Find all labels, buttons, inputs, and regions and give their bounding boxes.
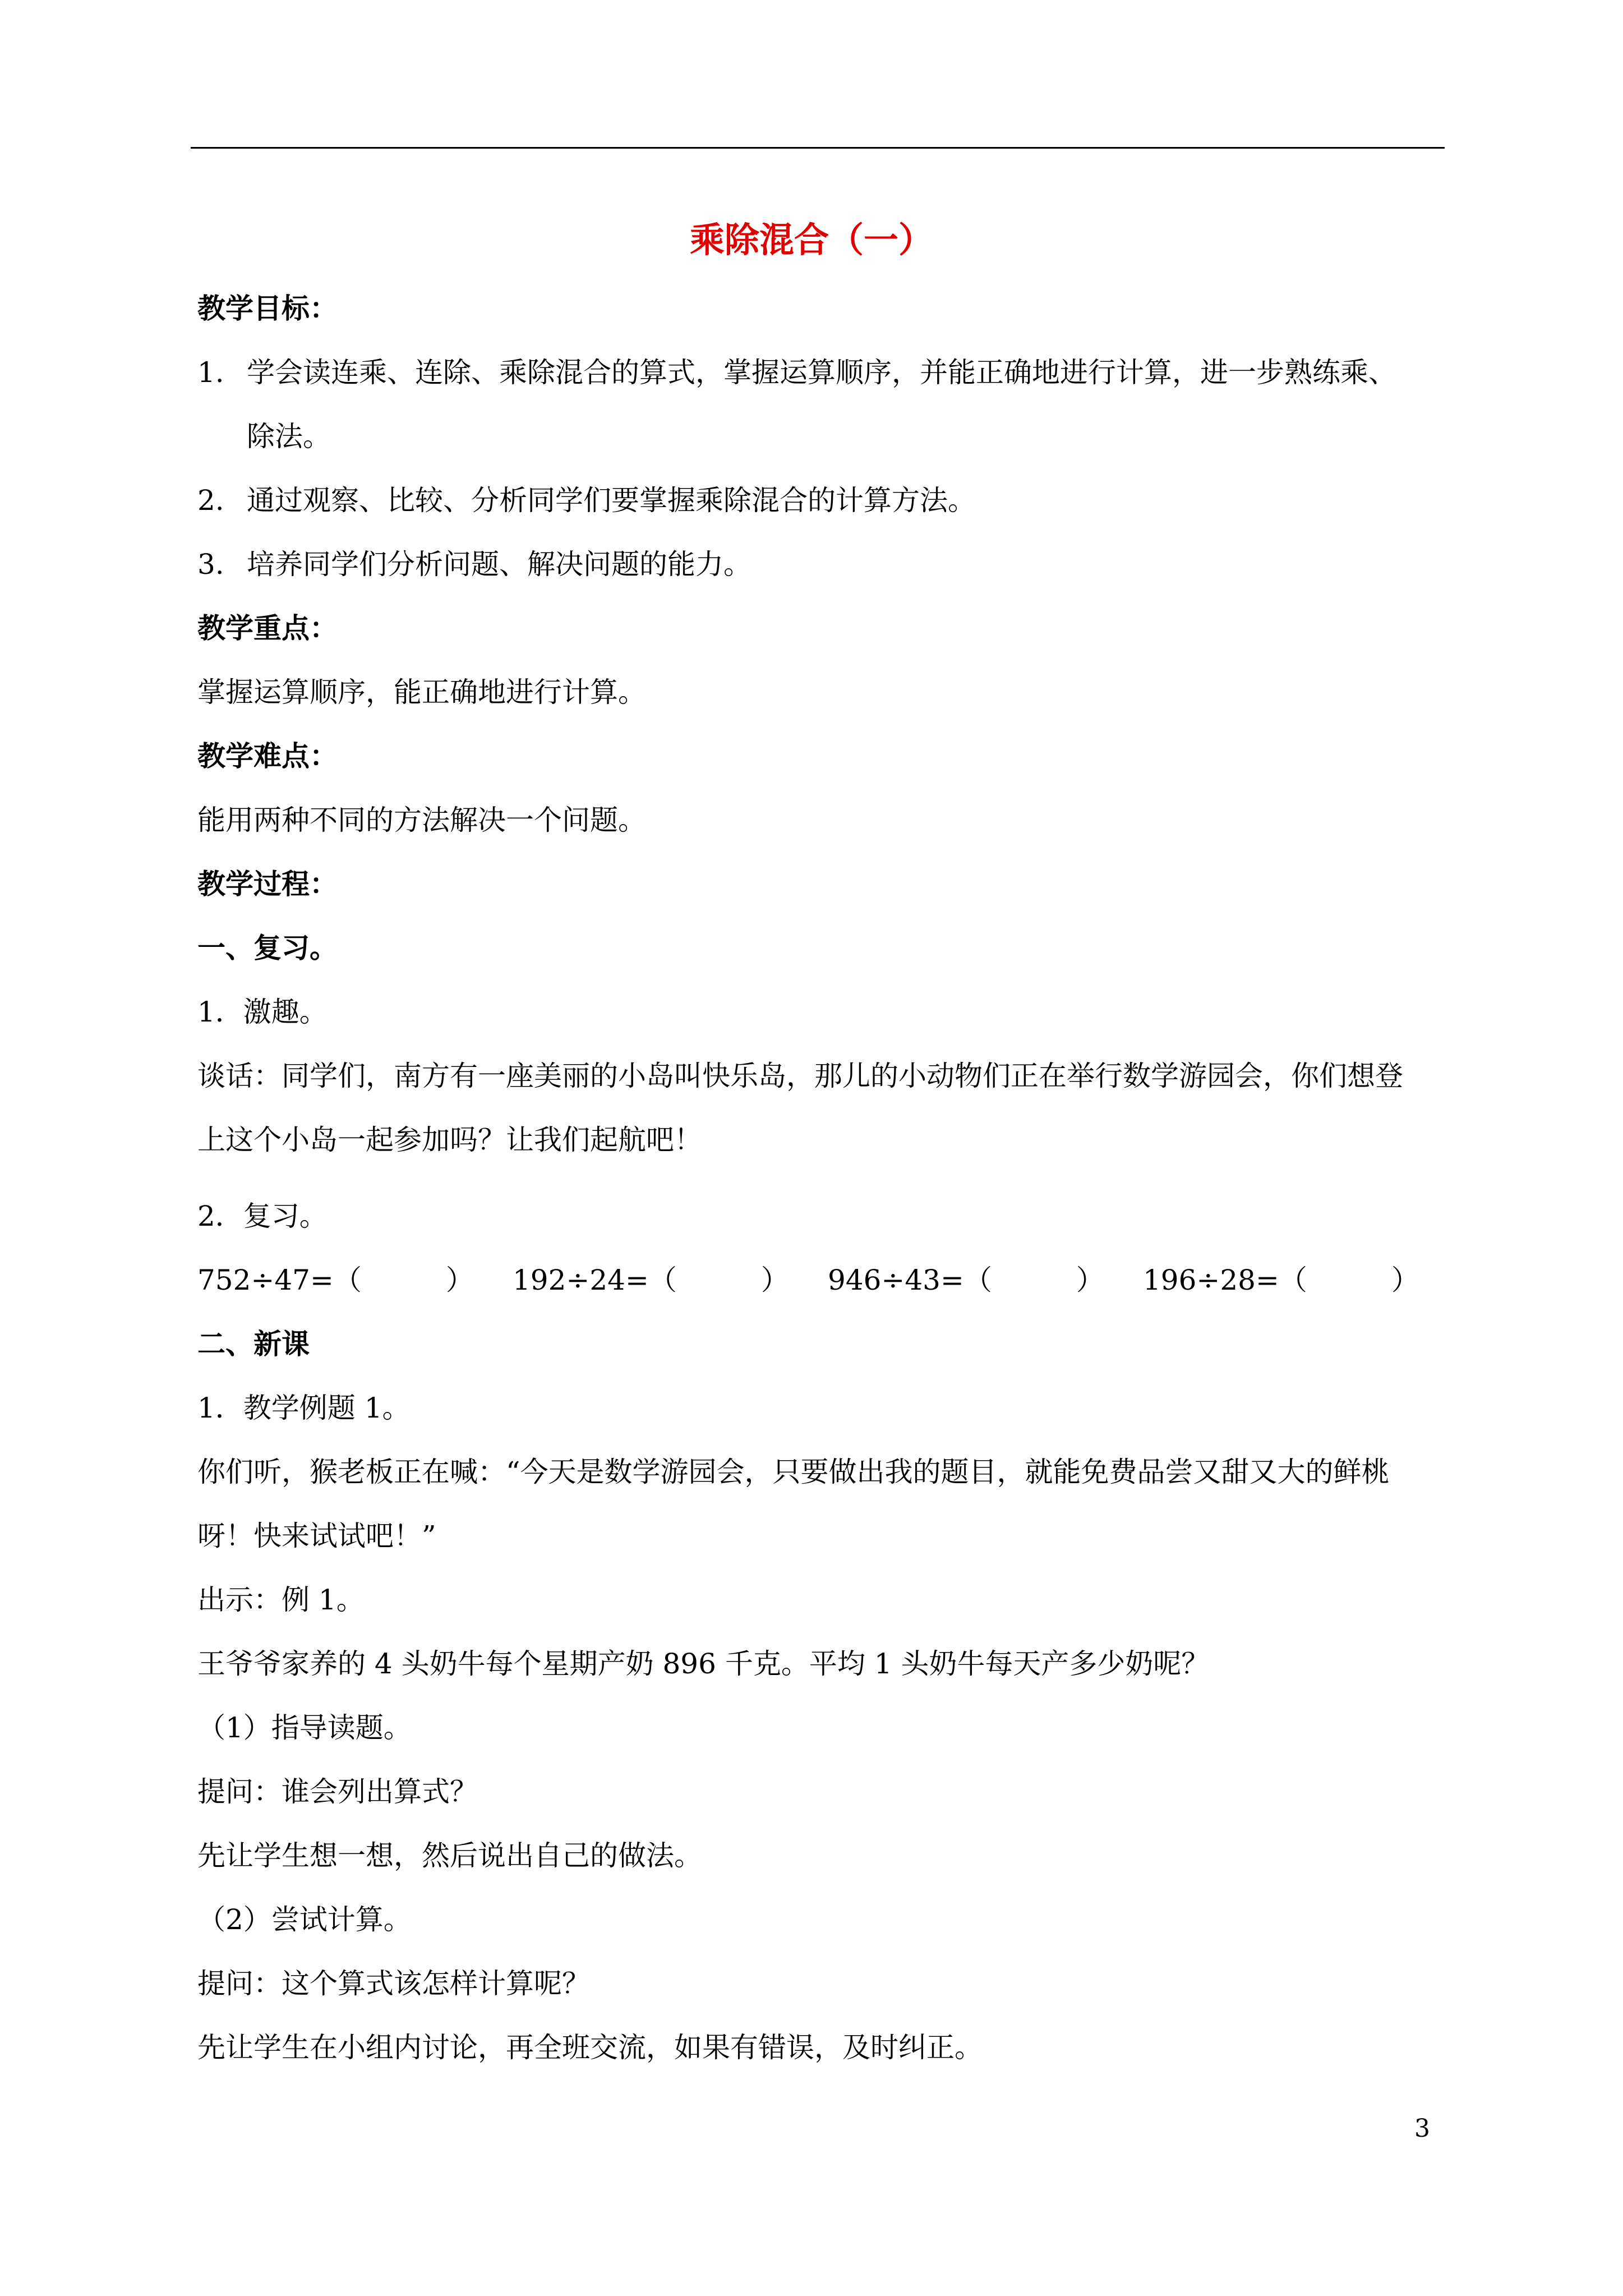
objective-item-2 <box>197 484 1448 517</box>
question-1: 提问：谁会列出算式？ <box>197 1775 478 1808</box>
difficulty-heading: 教学难点： <box>197 740 338 772</box>
review-step-2: 2．复习。 <box>197 1200 328 1232</box>
page-number: 3 <box>1414 2114 1430 2143</box>
objectives-heading: 教学目标： <box>197 292 338 325</box>
talk-line-1: 谈话：同学们，南方有一座美丽的小岛叫快乐岛，那儿的小动物们正在举行数学游园会，你们想登 <box>197 1060 1403 1092</box>
discuss-instruction: 先让学生在小组内讨论，再全班交流，如果有错误，及时纠正。 <box>197 2031 983 2064</box>
objective-num: 1. <box>197 356 224 389</box>
example-problem: 王爷爷家养的 4 头奶牛每个星期产奶 896 千克。平均 1 头奶牛每天产多少奶呢？ <box>197 1648 1210 1680</box>
page-title: 乘除混合（一） <box>689 219 933 260</box>
monkey-line-1: 你们听，猴老板正在喊：“今天是数学游园会，只要做出我的题目，就能免费品尝又甜又大的鲜桃 <box>197 1456 1390 1488</box>
difficulty-text: 能用两种不同的方法解决一个问题。 <box>197 804 646 836</box>
review-expressions <box>197 1263 1448 1297</box>
monkey-line-2: 呀！快来试试吧！” <box>197 1520 436 1552</box>
question-2: 提问：这个算式该怎样计算呢？ <box>197 1967 590 2000</box>
key-point-heading: 教学重点： <box>197 612 338 645</box>
expression: 946÷43=（ ） <box>828 1264 1104 1296</box>
objective-item-1 <box>197 356 1448 389</box>
objective-text: 通过观察、比较、分析同学们要掌握乘除混合的计算方法。 <box>247 484 976 517</box>
review-step-1: 1．激趣。 <box>197 996 328 1028</box>
objective-item-3 <box>197 547 1448 581</box>
objective-text: 学会读连乘、连除、乘除混合的算式，掌握运算顺序，并能正确地进行计算，进一步熟练乘、 <box>247 356 1396 389</box>
objective-num: 2. <box>197 484 224 517</box>
objective-text: 培养同学们分析问题、解决问题的能力。 <box>247 548 751 581</box>
key-point-text: 掌握运算顺序，能正确地进行计算。 <box>197 676 646 708</box>
objective-num: 3. <box>197 548 224 581</box>
talk-line-2: 上这个小岛一起参加吗？让我们起航吧！ <box>197 1124 702 1156</box>
sub-step-1: （1）指导读题。 <box>197 1711 412 1744</box>
review-heading: 一、复习。 <box>197 932 338 964</box>
new-lesson-step-1: 1．教学例题 1。 <box>197 1392 411 1424</box>
sub-step-2: （2）尝试计算。 <box>197 1903 412 1936</box>
process-heading: 教学过程： <box>197 868 338 900</box>
header-rule <box>191 147 1445 149</box>
new-lesson-heading: 二、新课 <box>197 1328 310 1360</box>
show-example: 出示：例 1。 <box>197 1584 365 1616</box>
expression: 192÷24=（ ） <box>513 1264 789 1296</box>
objective-item-1-cont: 除法。 <box>247 420 331 453</box>
expression: 752÷47=（ ） <box>197 1264 474 1296</box>
think-instruction: 先让学生想一想，然后说出自己的做法。 <box>197 1839 702 1872</box>
expression: 196÷28=（ ） <box>1143 1264 1419 1296</box>
